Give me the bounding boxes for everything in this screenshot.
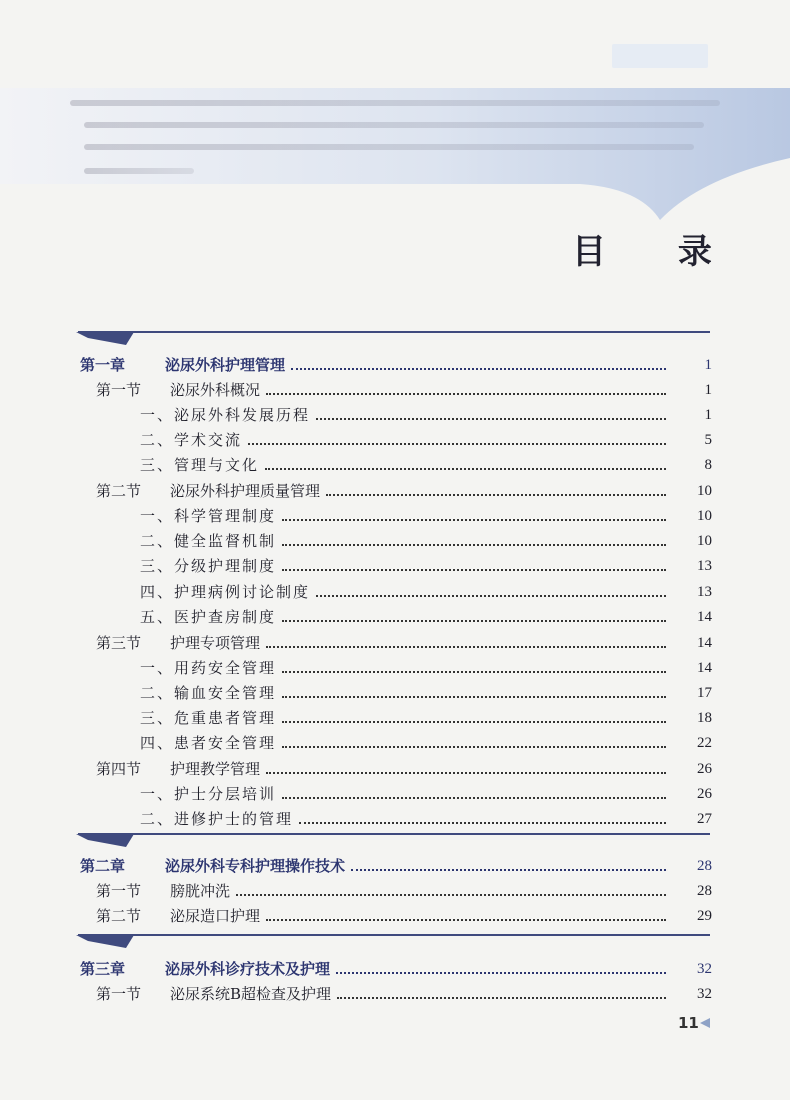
dot-leader: [282, 519, 666, 521]
chapter-marker-icon: [76, 332, 134, 346]
toc-entry-page: 10: [697, 533, 712, 549]
toc-entry-label: [140, 430, 242, 450]
dot-leader: [316, 418, 666, 420]
toc-section-row: [0, 979, 790, 1004]
toc-entry-label: [96, 380, 260, 400]
toc-item-row: [0, 425, 790, 450]
dot-leader: [337, 997, 666, 999]
dot-leader: [282, 746, 666, 748]
dot-leader: [282, 620, 666, 622]
toc-entry-label: [96, 881, 230, 901]
toc-entry-page: 14: [697, 660, 712, 676]
toc-entry-label: [96, 481, 320, 501]
toc-entry-label: [80, 856, 345, 876]
toc-entry-number: 第二节: [96, 907, 142, 925]
toc-entry-title: 五、医护查房制度: [140, 608, 277, 626]
dot-leader: [266, 919, 666, 921]
toc-entry-page: 18: [697, 710, 712, 726]
toc-entry-page: 8: [704, 457, 712, 473]
toc-section-row: [0, 901, 790, 926]
toc-entry-page: 27: [697, 811, 712, 827]
toc-entry-title: 泌尿系统B超检查及护理: [170, 985, 332, 1003]
dot-leader: [282, 721, 666, 723]
dot-leader: [266, 393, 666, 395]
toc-section-row: [0, 754, 790, 779]
dot-leader: [282, 569, 666, 571]
toc-entry-page: 17: [697, 685, 712, 701]
toc-section-row: [0, 476, 790, 501]
toc-entry-title: 泌尿造口护理: [170, 907, 261, 925]
dot-leader: [291, 368, 666, 370]
toc-item-row: [0, 703, 790, 728]
toc-section-row: [0, 628, 790, 653]
chapter-marker-icon: [76, 935, 134, 949]
toc-entry-label: [140, 405, 310, 425]
toc-item-row: [0, 577, 790, 602]
toc-entry-title: 护理教学管理: [170, 760, 261, 778]
toc-entry-page: 13: [697, 558, 712, 574]
toc-item-row: [0, 779, 790, 804]
toc-entry-label: [140, 556, 276, 576]
toc-chapter-row: [0, 851, 790, 876]
toc-entry-label: [80, 959, 330, 979]
toc-entry-label: [140, 733, 276, 753]
toc-item-row: [0, 450, 790, 475]
toc-entry-page: 10: [697, 508, 712, 524]
toc-item-row: [0, 678, 790, 703]
toc-entry-page: 14: [697, 635, 712, 651]
dot-leader: [336, 972, 666, 974]
toc-entry-label: [140, 809, 293, 829]
toc-entry-label: [140, 784, 276, 804]
toc-chapter-row: [0, 350, 790, 375]
toc-entry-page: 28: [697, 858, 712, 874]
toc-entry-page: 29: [697, 908, 712, 924]
chapter-divider: [78, 331, 710, 333]
toc-entry-title: 泌尿外科诊疗技术及护理: [165, 960, 331, 978]
toc-entry-number: 第一节: [96, 882, 142, 900]
toc-entry-title: 二、输血安全管理: [140, 684, 277, 702]
toc-entry-title: 三、分级护理制度: [140, 557, 277, 575]
page-arrow-icon: [700, 1018, 710, 1028]
toc-entry-page: 32: [697, 986, 712, 1002]
toc-entry-title: 泌尿外科专科护理操作技术: [165, 857, 346, 875]
toc-entry-number: 第四节: [96, 760, 142, 778]
toc-item-row: [0, 551, 790, 576]
toc-entry-label: [96, 633, 260, 653]
dot-leader: [326, 494, 666, 496]
dot-leader: [265, 468, 666, 470]
toc-entry-label: [140, 708, 276, 728]
toc-entry-title: 三、管理与文化: [140, 456, 260, 474]
chapter-divider: [78, 833, 710, 835]
toc-entry-title: 一、泌尿外科发展历程: [140, 406, 311, 424]
dot-leader: [351, 869, 666, 871]
dot-leader: [282, 544, 666, 546]
toc-entry-label: [140, 506, 276, 526]
toc-entry-page: 1: [704, 407, 712, 423]
toc-entry-label: [96, 759, 260, 779]
toc-entry-label: [140, 607, 276, 627]
toc-entry-page: 14: [697, 609, 712, 625]
toc-entry-number: 第一节: [96, 985, 142, 1003]
toc-entry-number: 第三节: [96, 634, 142, 652]
toc-item-row: [0, 804, 790, 829]
toc-item-row: [0, 501, 790, 526]
toc-entry-label: [140, 455, 259, 475]
dot-leader: [248, 443, 666, 445]
toc-item-row: [0, 653, 790, 678]
header-tab-decoration: [612, 44, 708, 68]
toc-entry-label: [140, 582, 310, 602]
dot-leader: [282, 671, 666, 673]
toc-entry-title: 护理专项管理: [170, 634, 261, 652]
dot-leader: [266, 646, 666, 648]
toc-entry-title: 泌尿外科护理管理: [165, 356, 286, 374]
toc-entry-title: 四、护理病例讨论制度: [140, 583, 311, 601]
toc-entry-page: 1: [704, 382, 712, 398]
toc-entry-number: 第一节: [96, 381, 142, 399]
toc-entry-label: [140, 531, 276, 551]
toc-entry-title: 一、护士分层培训: [140, 785, 277, 803]
header-band-decoration: [0, 88, 790, 228]
toc-entry-number: 第二章: [80, 857, 126, 875]
toc-entry-page: 32: [697, 961, 712, 977]
toc-entry-page: 22: [697, 735, 712, 751]
toc-entry-label: [96, 906, 260, 926]
page-title: 目 录: [572, 232, 742, 272]
toc-entry-page: 10: [697, 483, 712, 499]
toc-entry-page: 13: [697, 584, 712, 600]
toc-entry-label: [80, 355, 285, 375]
toc-entry-title: 四、患者安全管理: [140, 734, 277, 752]
toc-entry-label: [140, 658, 276, 678]
toc-entry-title: 二、健全监督机制: [140, 532, 277, 550]
toc-entry-label: [140, 683, 276, 703]
dot-leader: [236, 894, 666, 896]
toc-entry-label: [96, 984, 331, 1004]
dot-leader: [282, 696, 666, 698]
toc-entry-page: 28: [697, 883, 712, 899]
toc-entry-number: 第一章: [80, 356, 126, 374]
toc-entry-number: 第二节: [96, 482, 142, 500]
toc-entry-page: 1: [704, 357, 712, 373]
toc-entry-title: 泌尿外科概况: [170, 381, 261, 399]
toc-entry-title: 一、科学管理制度: [140, 507, 277, 525]
toc-entry-page: 5: [704, 432, 712, 448]
toc-entry-page: 26: [697, 761, 712, 777]
toc-entry-title: 三、危重患者管理: [140, 709, 277, 727]
toc-section-row: [0, 375, 790, 400]
dot-leader: [282, 797, 666, 799]
toc-chapter-row: [0, 954, 790, 979]
dot-leader: [299, 822, 666, 824]
toc-item-row: [0, 728, 790, 753]
toc-entry-page: 26: [697, 786, 712, 802]
toc-entry-number: 第三章: [80, 960, 126, 978]
toc-entry-title: 泌尿外科护理质量管理: [170, 482, 321, 500]
page-number: 11: [678, 1014, 699, 1032]
toc-item-row: [0, 526, 790, 551]
toc-entry-title: 二、学术交流: [140, 431, 243, 449]
chapter-divider: [78, 934, 710, 936]
dot-leader: [266, 772, 666, 774]
toc-item-row: [0, 400, 790, 425]
toc-item-row: [0, 602, 790, 627]
toc-section-row: [0, 876, 790, 901]
chapter-marker-icon: [76, 834, 134, 848]
dot-leader: [316, 595, 666, 597]
toc-entry-title: 膀胱冲洗: [170, 882, 231, 900]
toc-entry-title: 二、进修护士的管理: [140, 810, 294, 828]
toc-entry-title: 一、用药安全管理: [140, 659, 277, 677]
